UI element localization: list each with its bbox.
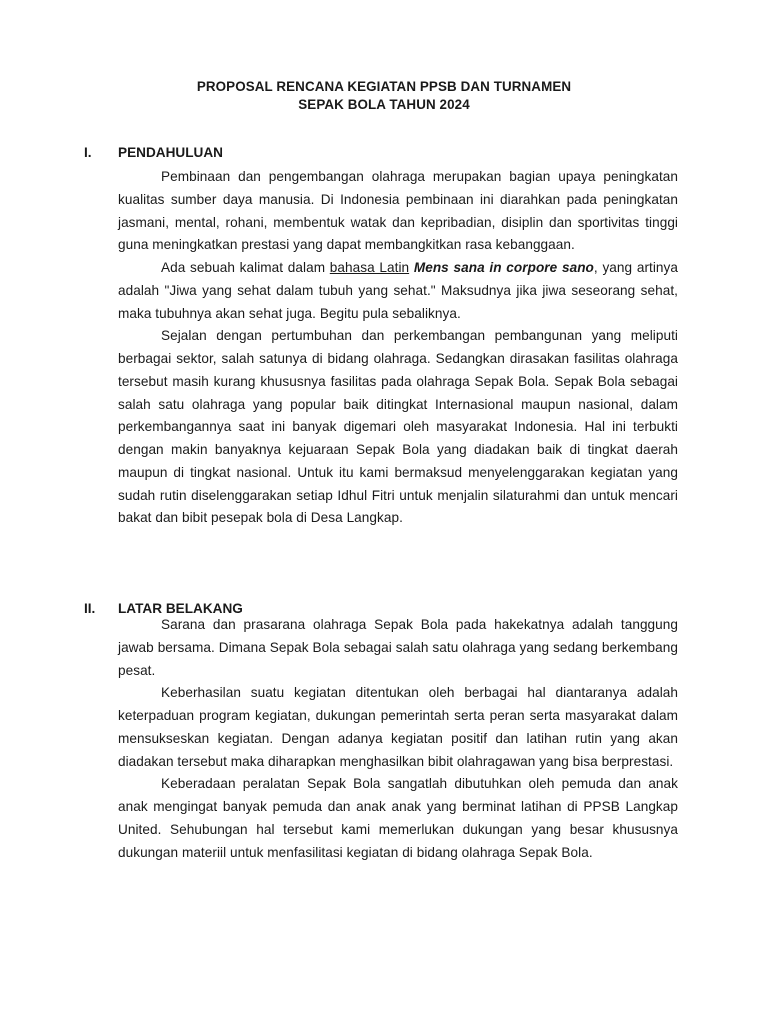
section-heading [0,145,768,163]
paragraph-text: , yang artinya adalah "Jiwa yang sehat dalam tubuh yang sehat." Maksudnya jika jiwa seseorang sehat, maka tubuhnya akan sehat juga. Begitu pula sebaliknya. [118,260,678,321]
section-pendahuluan-body [118,166,678,530]
section-title: PENDAHULUAN [118,145,223,160]
paragraph [118,257,678,325]
latin-phrase: Mens sana in corpore sano [413,260,594,275]
section-number: II. [84,601,96,616]
bahasa-latin-link[interactable]: bahasa Latin [329,260,410,275]
paragraph: Pembinaan dan pengembangan olahraga merupakan bagian upaya peningkatan kualitas sumber daya manusia. Di Indonesia pembinaan ini diarahkan pada peningkatan jasmani, mental, rohani, membentuk watak dan kepribadian, disiplin dan sportivitas tinggi guna meningkatkan prestasi yang dapat membangkitkan rasa kebanggaan. [118,169,678,253]
section-latar-belakang-body [118,614,678,864]
section-number: I. [84,145,92,160]
title-line-2: SEPAK BOLA TAHUN 2024 [298,97,470,112]
title-line-1: PROPOSAL RENCANA KEGIATAN PPSB DAN TURNAMEN [196,79,572,94]
document-title [0,78,768,114]
paragraph: Sarana dan prasarana olahraga Sepak Bola pada hakekatnya adalah tanggung jawab bersama. Dimana Sepak Bola sebagai salah satu olahraga yang sedang berkembang pesat. [118,617,678,678]
paragraph: Sejalan dengan pertumbuhan dan perkembangan pembangunan yang meliputi berbagai sektor, salah satunya di bidang olahraga. Sedangkan dirasakan fasilitas olahraga tersebut masih kurang khususnya fasilitas pada olahraga Sepak Bola. Sepak Bola sebagai salah satu olahraga yang popular baik ditingkat Internasional maupun nasional, dalam perkembangannya saat ini banyak digemari oleh masyarakat Indonesia. Hal ini terbukti dengan makin banyaknya kejuaraan Sepak Bola yang diadakan baik di tingkat daerah maupun di tingkat nasional. Untuk itu kami bermaksud menyelenggarakan kegiatan yang sudah rutin diselenggarakan setiap Idhul Fitri untuk menjalin silaturahmi dan untuk mencari bakat dan bibit pesepak bola di Desa Langkap. [118,328,678,526]
section-title: LATAR BELAKANG [118,601,243,616]
paragraph: Keberhasilan suatu kegiatan ditentukan oleh berbagai hal diantaranya adalah keterpaduan program kegiatan, dukungan pemerintah serta peran serta masyarakat dalam mensukseskan kegiatan. Dengan adanya kegiatan positif dan latihan rutin yang akan diadakan tersebut maka diharapkan menghasilkan bibit olahragawan yang bisa berprestasi. [118,685,678,769]
paragraph-text: Ada sebuah kalimat dalam [161,260,330,275]
paragraph: Keberadaan peralatan Sepak Bola sangatlah dibutuhkan oleh pemuda dan anak anak mengingat banyak pemuda dan anak anak yang berminat latihan di PPSB Langkap United. Sehubungan hal tersebut kami memerlukan dukungan yang besar khususnya dukungan materiil untuk menfasilitasi kegiatan di bidang olahraga Sepak Bola. [118,776,678,860]
